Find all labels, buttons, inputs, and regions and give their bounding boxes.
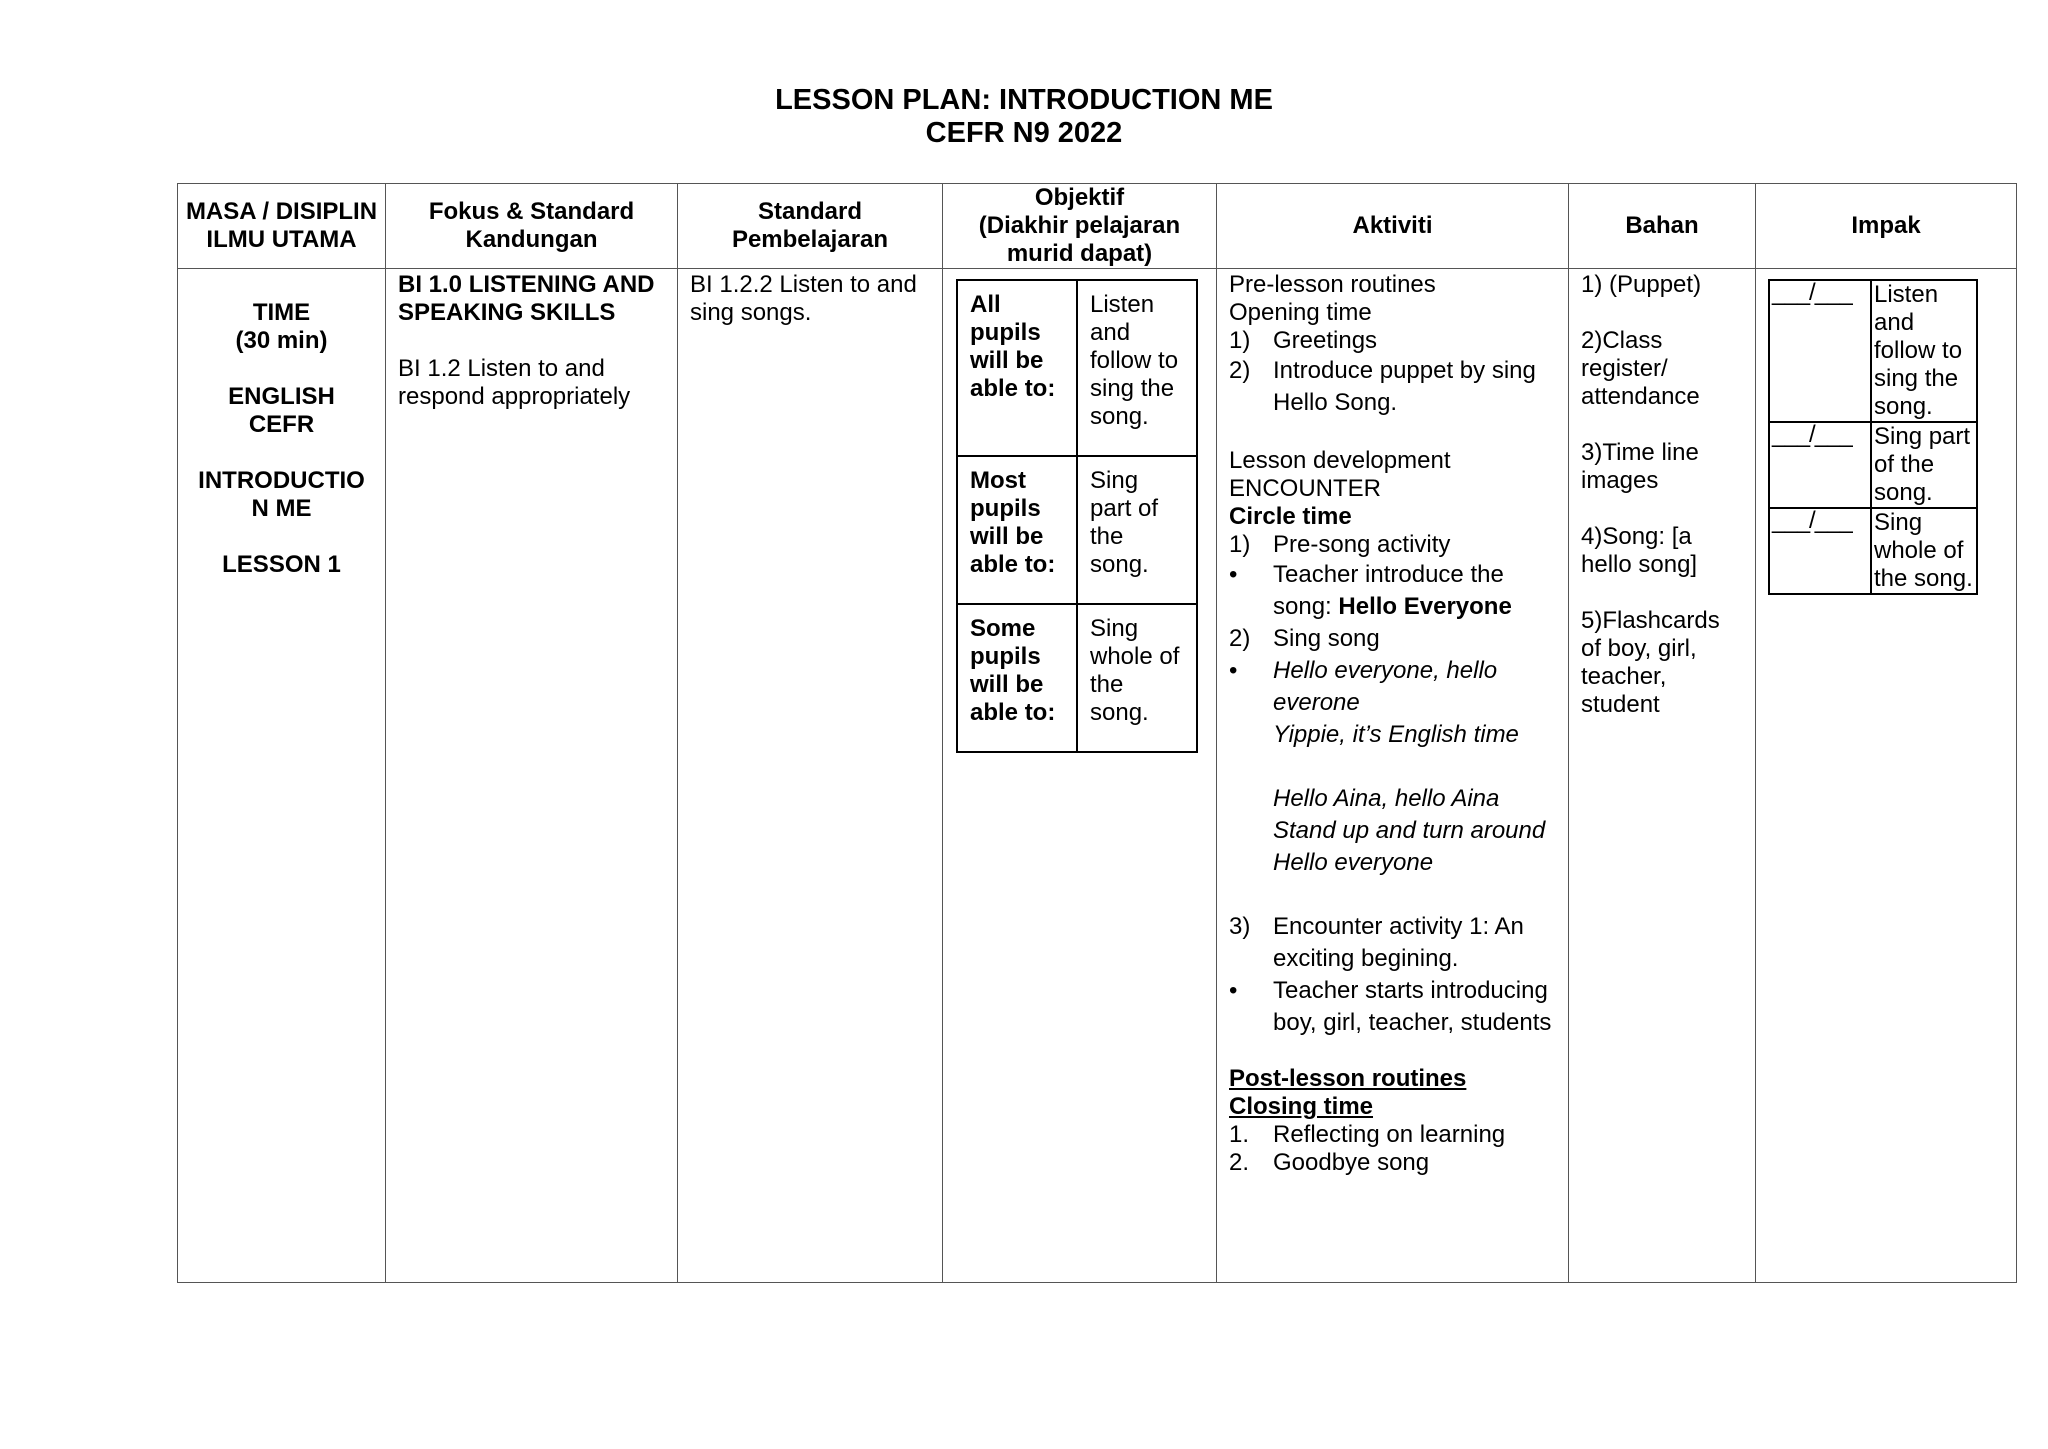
objektif-text: Sing whole of the song. [1077,604,1197,752]
objektif-row [957,604,1197,752]
body-row [178,269,2017,1283]
list-text: Pre-song activity [1273,531,1451,558]
list-text: Teacher starts introducing boy, girl, teacher, students [1273,977,1552,1036]
cell-fokus [386,269,678,1283]
list-item [1229,623,1556,655]
fokus-standard: BI 1.2 Listen to and respond appropriately [398,355,631,410]
masa-duration: (30 min) [235,327,328,354]
lyric-line: Hello everyone [1273,849,1434,876]
objektif-text: Sing part of the song. [1077,456,1197,604]
objektif-text: Listen and follow to sing the song. [1077,280,1197,456]
song-lyrics [1273,655,1556,879]
bahan-item: 1) (Puppet) [1581,271,1702,298]
bahan-item: 5)Flashcards of boy, girl, teacher, student [1581,607,1720,718]
impak-row [1769,508,1977,594]
encounter-label: ENCOUNTER [1229,475,1382,502]
list-marker: 1) [1229,531,1251,558]
list-marker: 2) [1229,357,1251,384]
intro-song-text: Teacher introduce the song: [1273,561,1504,620]
header-bahan: Bahan [1569,184,1756,269]
lyric-line: Hello Aina, hello Aina [1273,785,1500,812]
header-objektif [943,184,1217,269]
header-fokus: Fokus & Standard Kandungan [386,184,678,269]
cell-aktiviti [1217,269,1569,1283]
list-text [1273,559,1556,623]
circle-time-label: Circle time [1229,503,1352,530]
fokus-skill: BI 1.0 LISTENING AND SPEAKING SKILLS [398,271,655,326]
list-text: Goodbye song [1273,1149,1430,1176]
impak-text: Sing part of the song. [1871,422,1977,508]
objektif-level: All pupils will be able to: [957,280,1077,456]
song-title: Hello Everyone [1338,593,1512,620]
list-marker: 1. [1229,1121,1250,1148]
cell-bahan [1569,269,1756,1283]
post-lesson-label: Post-lesson routines [1229,1065,1467,1092]
bahan-item: 4)Song: [a hello song] [1581,523,1698,578]
cell-masa [178,269,386,1283]
list-item [1229,559,1556,623]
objektif-level: Most pupils will be able to: [957,456,1077,604]
lyric-line: Yippie, it’s English time [1273,721,1519,748]
objektif-level: Some pupils will be able to: [957,604,1077,752]
bahan-item: 3)Time line images [1581,439,1699,494]
objektif-table [956,279,1198,753]
impak-tick [1769,280,1871,422]
header-impak: Impak [1756,184,2017,269]
pre-lesson-label: Pre-lesson routines [1229,271,1436,298]
objektif-row [957,280,1197,456]
bahan-item: 2)Class register/ attendance [1581,327,1700,410]
list-item [1229,355,1556,419]
list-text: Reflecting on learning [1273,1121,1506,1148]
tick-blank: ___/___ [1772,279,1852,306]
bullet-marker: • [1229,977,1238,1004]
list-marker: 1) [1229,327,1251,354]
list-marker: 2. [1229,1149,1250,1176]
header-standard: Standard Pembelajaran [678,184,943,269]
header-aktiviti: Aktiviti [1217,184,1569,269]
list-item [1229,911,1556,975]
list-text: Sing song [1273,625,1380,652]
list-text: Introduce puppet by sing Hello Song. [1273,357,1536,416]
list-text: Encounter activity 1: An exciting begining. [1273,913,1524,972]
tick-blank: ___/___ [1772,507,1852,534]
masa-subject-1: ENGLISH [228,383,335,410]
list-item [1229,975,1556,1039]
list-item [1229,327,1556,355]
cell-impak [1756,269,2017,1283]
header-objektif-sub: (Diakhir pelajaran murid dapat) [978,212,1181,267]
header-masa: MASA / DISIPLIN ILMU UTAMA [178,184,386,269]
standard-text: BI 1.2.2 Listen to and sing songs. [690,271,917,326]
impak-text: Listen and follow to sing the song. [1871,280,1977,422]
list-item [1229,531,1556,559]
title-line-2: CEFR N9 2022 [925,117,1123,149]
objektif-row [957,456,1197,604]
list-item [1229,1149,1556,1177]
title-line-1: LESSON PLAN: INTRODUCTION ME [775,84,1273,116]
masa-topic: INTRODUCTIO N ME [198,467,365,522]
list-text: Greetings [1273,327,1378,354]
masa-time: TIME [252,299,311,326]
list-marker: 3) [1229,913,1251,940]
bullet-marker: • [1229,561,1238,588]
lyric-line: Hello everyone, hello everone [1273,657,1498,716]
list-item [1229,655,1556,879]
list-item [1229,1121,1556,1149]
document-title [0,84,2048,150]
lesson-plan-table [177,183,2017,1283]
list-marker: 2) [1229,625,1251,652]
masa-subject-2: CEFR [248,411,315,438]
impak-table [1768,279,1978,595]
impak-tick [1769,422,1871,508]
impak-row [1769,280,1977,422]
impak-text: Sing whole of the song. [1871,508,1977,594]
header-objektif-title: Objektif [1034,184,1125,211]
tick-blank: ___/___ [1772,421,1852,448]
masa-lesson: LESSON 1 [222,551,341,578]
header-row [178,184,2017,269]
impak-row [1769,422,1977,508]
cell-standard-pembelajaran [678,269,943,1283]
opening-time-label: Opening time [1229,299,1372,326]
bullet-marker: • [1229,657,1238,684]
lesson-development-label: Lesson development [1229,447,1451,474]
closing-time-label: Closing time [1229,1093,1374,1120]
cell-objektif [943,269,1217,1283]
lyric-line: Stand up and turn around [1273,817,1546,844]
impak-tick [1769,508,1871,594]
